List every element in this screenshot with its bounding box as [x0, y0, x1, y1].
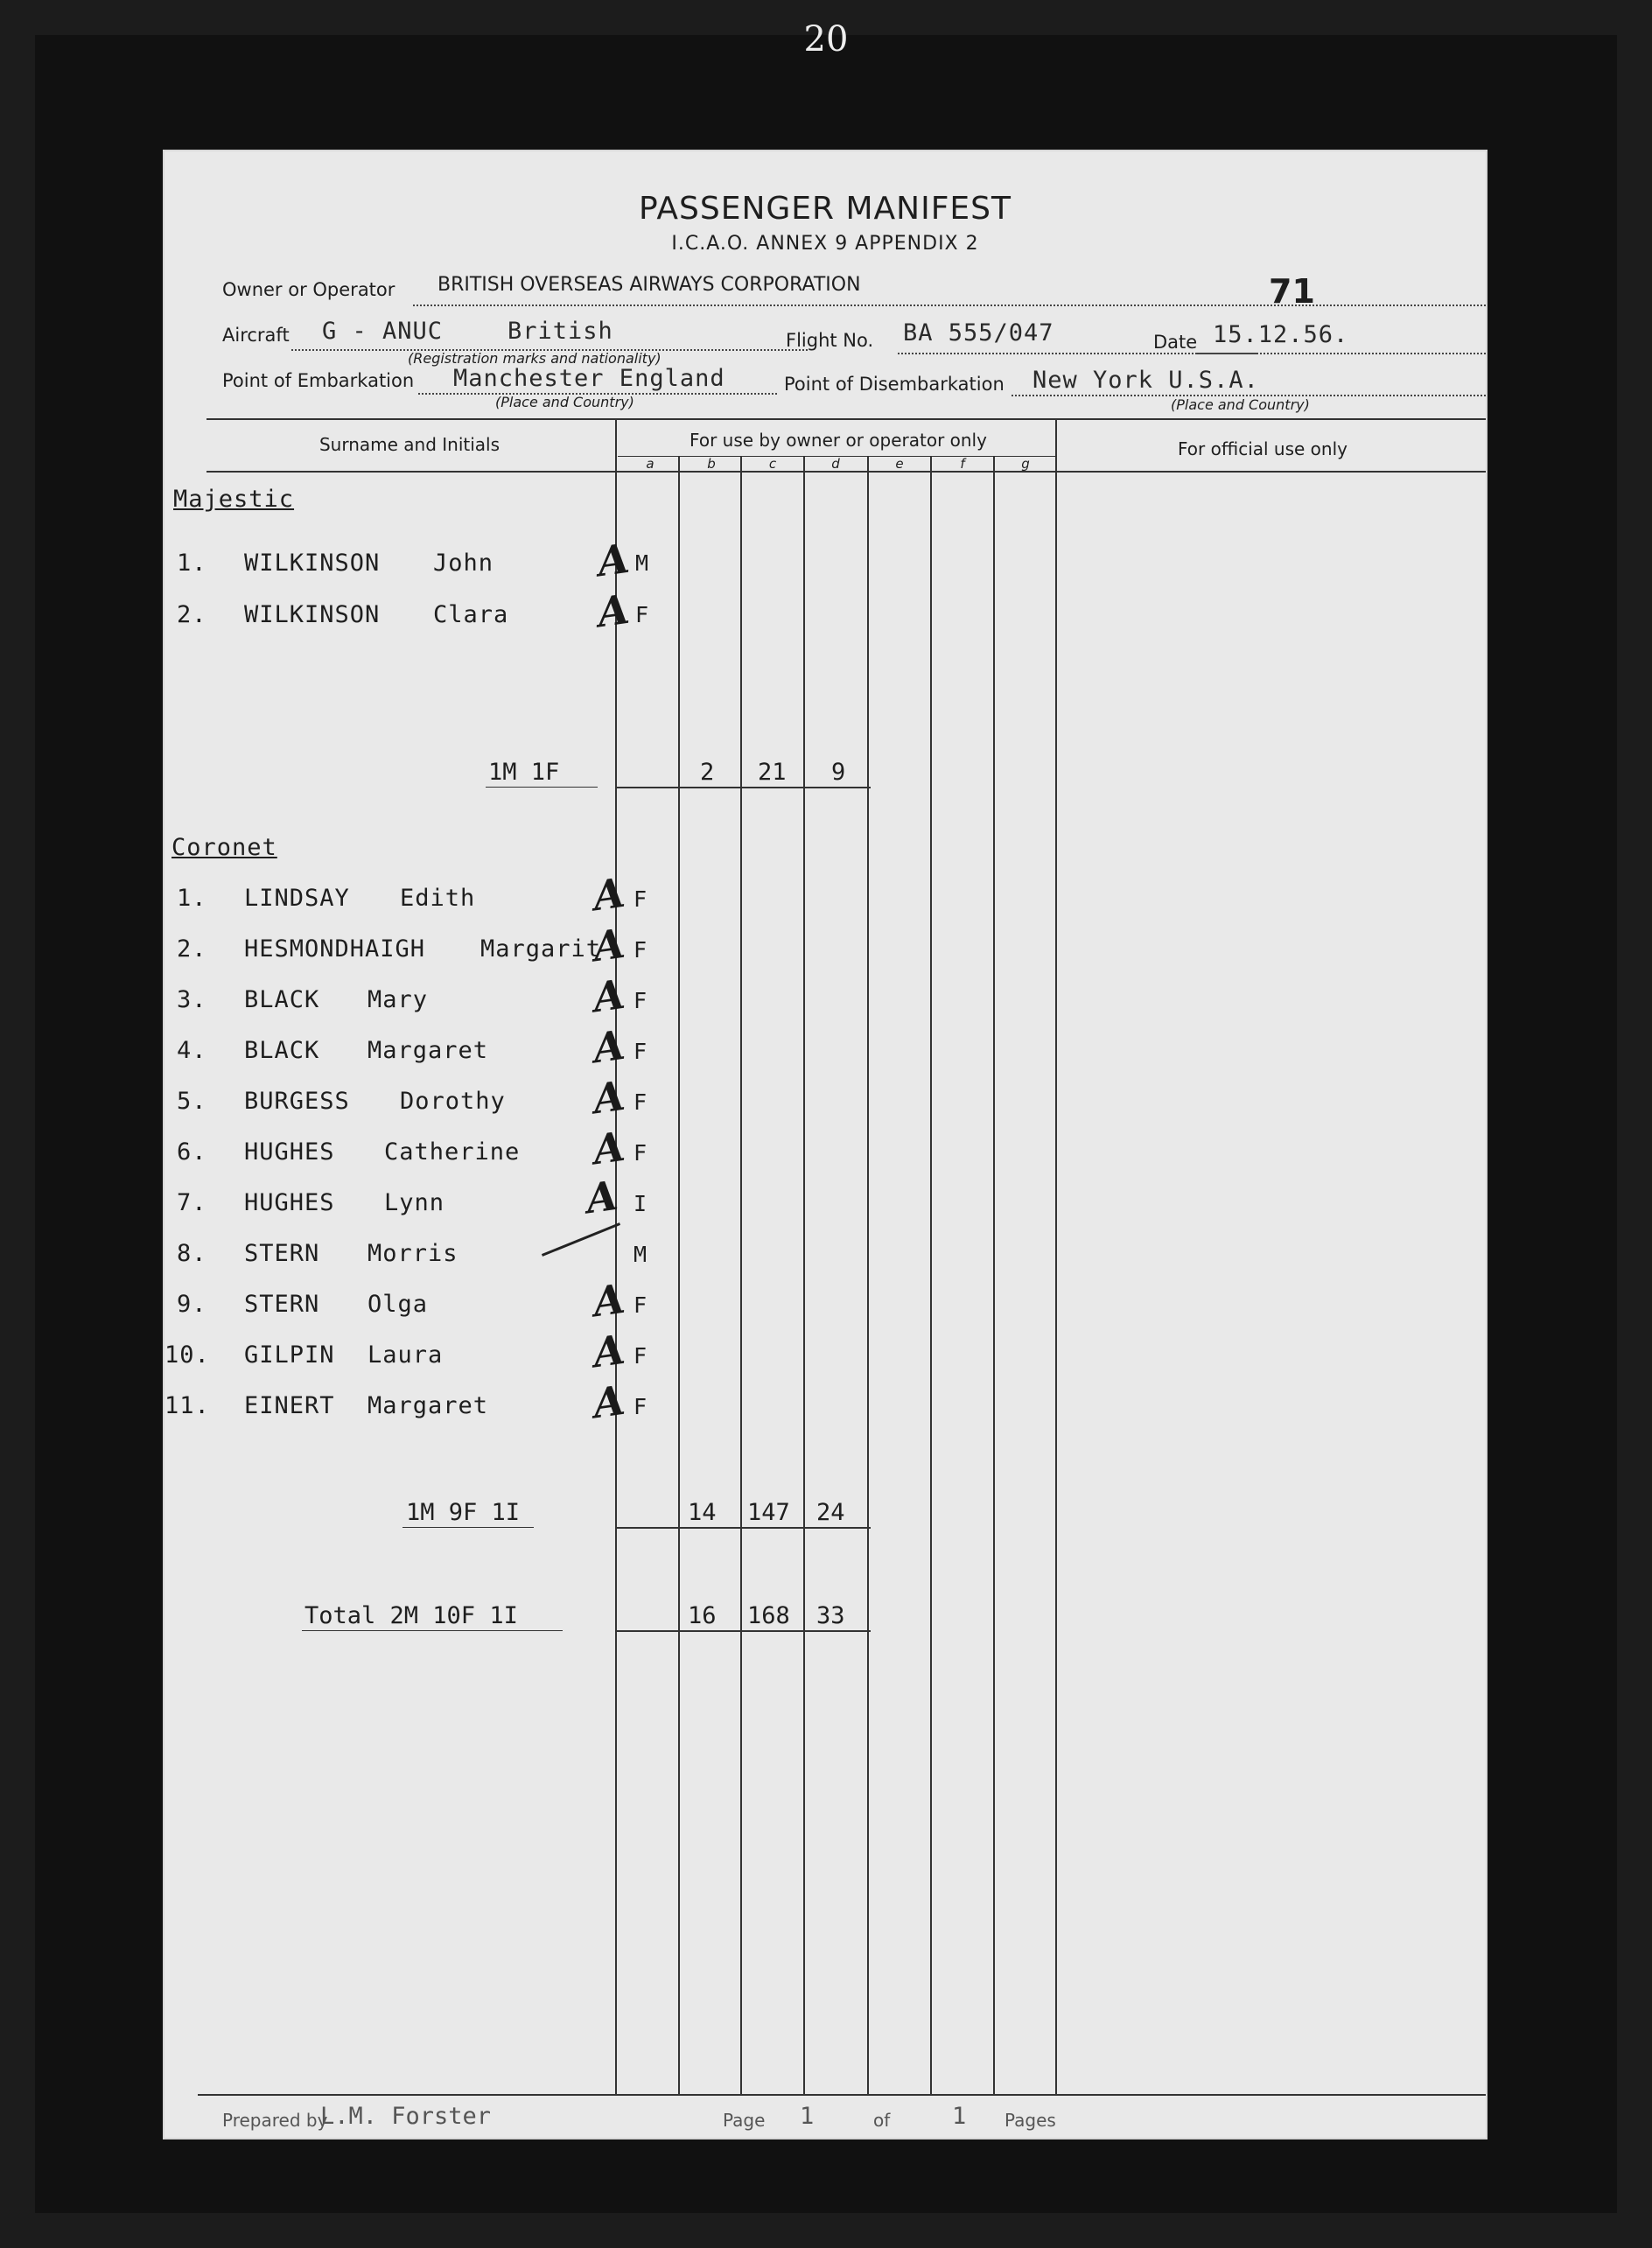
passenger-sex: F — [634, 988, 648, 1013]
subtotal-b: 14 — [688, 1499, 717, 1526]
subcol-b: b — [707, 456, 716, 472]
check-mark: A — [590, 1020, 628, 1073]
passenger-index: 11. — [164, 1392, 210, 1419]
passenger-index: 10. — [164, 1341, 210, 1369]
col-line-d — [803, 456, 805, 2094]
nationality-value: British — [508, 318, 613, 345]
passenger-given-name: Edith — [400, 885, 476, 912]
check-mark: A — [590, 1274, 628, 1327]
passenger-surname: WILKINSON — [244, 550, 381, 577]
grand-total-rule — [615, 1630, 871, 1632]
document-title: PASSENGER MANIFEST — [638, 191, 1012, 227]
check-mark: A — [583, 1171, 621, 1223]
passenger-given-name: Dorothy — [400, 1088, 506, 1115]
subcol-g: g — [1021, 456, 1030, 472]
passenger-given-name: Margaret — [368, 1037, 489, 1064]
passenger-index: 5. — [177, 1088, 207, 1115]
passenger-given-name: Clara — [433, 601, 509, 628]
check-mark: A — [594, 585, 633, 637]
passenger-given-name: Catherine — [384, 1138, 521, 1166]
prepared-by-value: L.M. Forster — [320, 2103, 492, 2130]
date-value: 15.12.56. — [1213, 321, 1349, 348]
passenger-surname: STERN — [244, 1240, 320, 1267]
passenger-index: 1. — [177, 550, 207, 577]
sheet-number: 71 — [1269, 272, 1315, 311]
passenger-surname: BURGESS — [244, 1088, 350, 1115]
embark-value: Manchester England — [453, 365, 725, 392]
date-dotline — [1197, 353, 1486, 354]
passenger-index: 4. — [177, 1037, 207, 1064]
flight-value: BA 555/047 — [903, 319, 1054, 347]
passenger-sex: F — [634, 1292, 648, 1318]
col-header-name: Surname and Initials — [318, 434, 500, 455]
aircraft-value: G - ANUC — [322, 318, 444, 345]
grand-total-label: Total 2M 10F 1I — [304, 1602, 518, 1629]
subcol-d: d — [831, 456, 840, 472]
passenger-surname: EINERT — [244, 1392, 335, 1419]
subcol-a: a — [646, 456, 654, 472]
table-bottom-rule — [198, 2094, 1486, 2096]
disembark-label: Point of Disembarkation — [784, 374, 1004, 395]
check-mark: A — [590, 1122, 628, 1174]
passenger-sex: F — [635, 602, 649, 627]
table-top-rule — [206, 418, 1486, 420]
grand-total-label-underline — [302, 1630, 563, 1631]
subtotal-d: 24 — [816, 1499, 845, 1526]
flight-label: Flight No. — [786, 330, 874, 351]
handwritten-stroke — [542, 1222, 620, 1257]
passenger-given-name: Olga — [368, 1291, 429, 1318]
registration-note: (Registration marks and nationality) — [408, 350, 662, 367]
page-label: Page — [723, 2110, 766, 2131]
pages-label: Pages — [1004, 2110, 1056, 2131]
subcol-c: c — [768, 456, 777, 472]
col-line-g — [993, 456, 995, 2094]
grand-total-d: 33 — [816, 1602, 845, 1629]
disembark-note: (Place and Country) — [1171, 396, 1310, 413]
passenger-index: 1. — [177, 885, 207, 912]
col-line-b — [678, 456, 680, 2094]
passenger-index: 9. — [177, 1291, 207, 1318]
subtotal-d: 9 — [831, 759, 846, 786]
subtotal-label-underline — [486, 787, 598, 788]
embark-label: Point of Embarkation — [222, 370, 415, 391]
passenger-given-name: John — [433, 550, 494, 577]
disembark-value: New York U.S.A. — [1032, 367, 1259, 394]
aircraft-label: Aircraft — [222, 325, 290, 346]
passenger-surname: WILKINSON — [244, 601, 381, 628]
subtotal-label: 1M 1F — [488, 759, 560, 786]
passenger-given-name: Mary — [368, 986, 429, 1013]
grand-total-c: 168 — [747, 1602, 790, 1629]
passenger-surname: LINDSAY — [244, 885, 350, 912]
of-value: 1 — [952, 2103, 967, 2130]
col-header-official: For official use only — [1178, 438, 1348, 459]
passenger-surname: BLACK — [244, 986, 320, 1013]
subtotal-rule — [615, 787, 871, 788]
passenger-sex: F — [634, 937, 648, 963]
col-line-f — [930, 456, 932, 2094]
passenger-given-name: Margaret — [368, 1392, 489, 1419]
subtotal-c: 147 — [747, 1499, 790, 1526]
passenger-sex: F — [634, 1039, 648, 1064]
passenger-index: 3. — [177, 986, 207, 1013]
passenger-index: 8. — [177, 1240, 207, 1267]
subtotal-label: 1M 9F 1I — [406, 1499, 521, 1526]
check-mark: A — [590, 1376, 628, 1428]
col-line-e — [867, 456, 869, 2094]
subtotal-b: 2 — [700, 759, 715, 786]
of-label: of — [873, 2110, 891, 2131]
subcol-f: f — [960, 456, 965, 472]
passenger-sex: F — [634, 1140, 648, 1166]
passenger-surname: HUGHES — [244, 1138, 335, 1166]
passenger-surname: GILPIN — [244, 1341, 335, 1369]
check-mark: A — [594, 534, 633, 586]
passenger-sex: M — [634, 1242, 648, 1267]
owner-label: Owner or Operator — [222, 279, 396, 300]
passenger-index: 2. — [177, 601, 207, 628]
passenger-given-name: Morris — [368, 1240, 458, 1267]
col-line-c — [740, 456, 742, 2094]
owner-value: BRITISH OVERSEAS AIRWAYS CORPORATION — [438, 274, 861, 296]
prepared-by-label: Prepared by — [222, 2110, 328, 2131]
passenger-surname: HESMONDHAIGH — [244, 935, 426, 963]
passenger-given-name: Laura — [368, 1341, 444, 1369]
check-mark: A — [590, 868, 628, 921]
col-line-a — [615, 418, 617, 2094]
check-mark: A — [590, 970, 628, 1022]
manifest-sheet — [164, 151, 1486, 2138]
subcol-e: e — [895, 456, 904, 472]
grand-total-b: 16 — [688, 1602, 717, 1629]
passenger-sex: I — [634, 1191, 648, 1216]
page-value: 1 — [800, 2103, 815, 2130]
passenger-surname: BLACK — [244, 1037, 320, 1064]
embark-note: (Place and Country) — [495, 394, 634, 410]
subtotal-label-underline — [402, 1527, 534, 1528]
check-mark: A — [590, 1071, 628, 1124]
col-line-official — [1055, 418, 1057, 2094]
passenger-sex: F — [634, 1089, 648, 1115]
col-header-operator: For use by owner or operator only — [690, 430, 987, 451]
date-label: Date — [1153, 332, 1198, 353]
passenger-surname: STERN — [244, 1291, 320, 1318]
passenger-sex: F — [634, 886, 648, 912]
owner-dotline — [413, 305, 1486, 306]
document-subtitle: I.C.A.O. ANNEX 9 APPENDIX 2 — [671, 233, 979, 255]
check-mark: A — [590, 1325, 628, 1377]
section-title-majestic: Majestic — [173, 486, 295, 513]
passenger-sex: M — [635, 550, 649, 576]
passenger-sex: F — [634, 1394, 648, 1419]
scan-page-number: 20 — [803, 19, 849, 60]
subtotal-rule — [615, 1527, 871, 1529]
passenger-surname: HUGHES — [244, 1189, 335, 1216]
check-mark: A — [590, 919, 628, 971]
section-title-coronet: Coronet — [172, 834, 277, 861]
passenger-sex: F — [634, 1343, 648, 1369]
subtotal-c: 21 — [758, 759, 787, 786]
passenger-given-name: Margarit — [480, 935, 602, 963]
passenger-index: 7. — [177, 1189, 207, 1216]
passenger-index: 6. — [177, 1138, 207, 1166]
passenger-given-name: Lynn — [384, 1189, 445, 1216]
passenger-index: 2. — [177, 935, 207, 963]
